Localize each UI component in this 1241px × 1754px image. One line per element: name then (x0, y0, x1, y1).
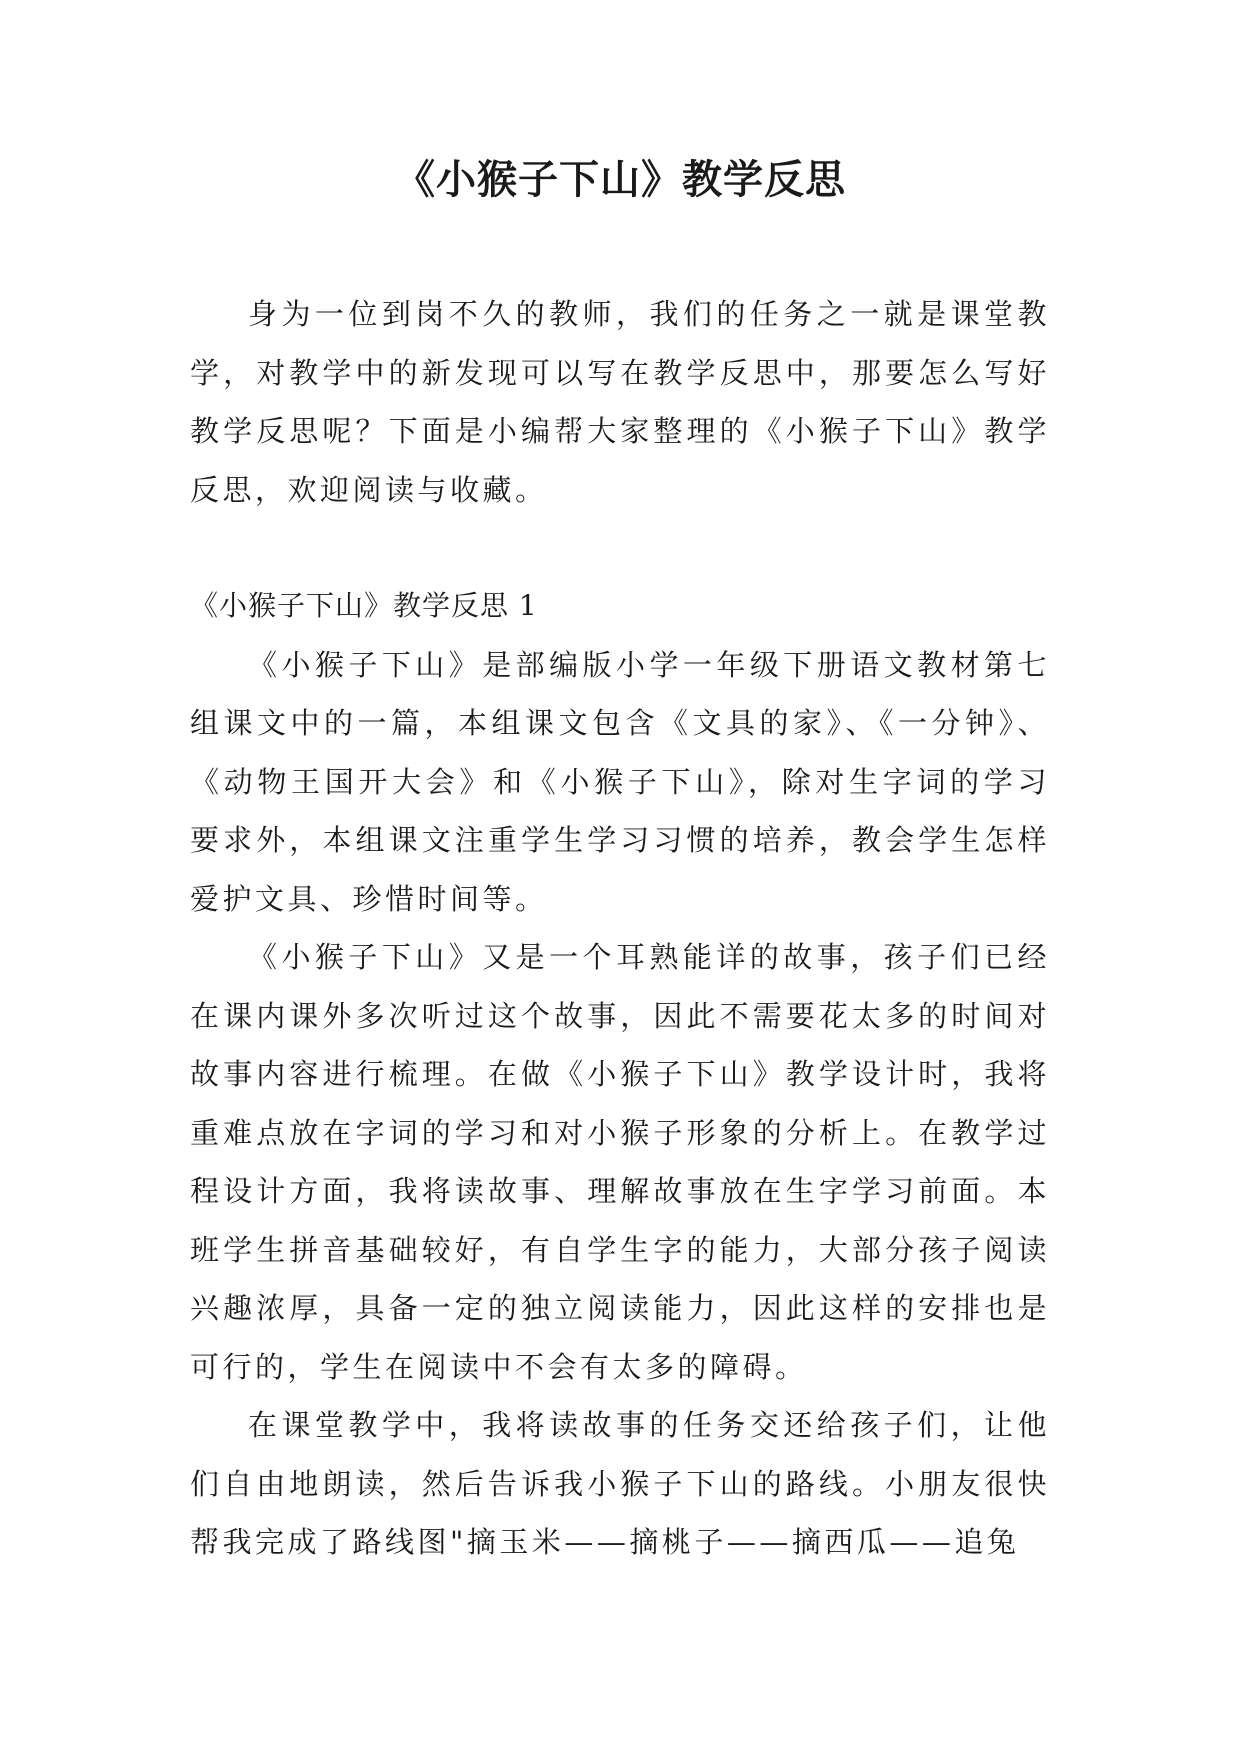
section-heading: 《小猴子下山》教学反思 1 (190, 589, 538, 622)
document-body (190, 285, 1050, 1572)
document-title: 《小猴子下山》教学反思 (395, 157, 846, 203)
body-paragraph-2: 《小猴子下山》又是一个耳熟能详的故事，孩子们已经在课内课外多次听过这个故事，因此不需要花太多的时间对故事内容进行梳理。在做《小猴子下山》教学设计时，我将重难点放在字词的学习和对小猴子形象的分析上。在教学过程设计方面，我将读故事、理解故事放在生字学习前面。本班学生拼音基础较好，有自学生字的能力，大部分孩子阅读兴趣浓厚，具备一定的独立阅读能力，因此这样的安排也是可行的，学生在阅读中不会有太多的障碍。 (190, 940, 1050, 1384)
intro-paragraph: 身为一位到岗不久的教师，我们的任务之一就是课堂教学，对教学中的新发现可以写在教学反思中，那要怎么写好教学反思呢？下面是小编帮大家整理的《小猴子下山》教学反思，欢迎阅读与收藏。 (190, 297, 1050, 507)
paragraph-spacer (190, 519, 1050, 577)
body-paragraph-1: 《小猴子下山》是部编版小学一年级下册语文教材第七组课文中的一篇，本组课文包含《文具的家》、《一分钟》、《动物王国开大会》和《小猴子下山》，除对生字词的学习要求外，本组课文注重学生学习习惯的培养，教会学生怎样爱护文具、珍惜时间等。 (190, 647, 1050, 916)
body-paragraph-3: 在课堂教学中，我将读故事的任务交还给孩子们，让他们自由地朗读，然后告诉我小猴子下山的路线。小朋友很快帮我完成了路线图"摘玉米——摘桃子——摘西瓜——追兔 (190, 1408, 1050, 1559)
